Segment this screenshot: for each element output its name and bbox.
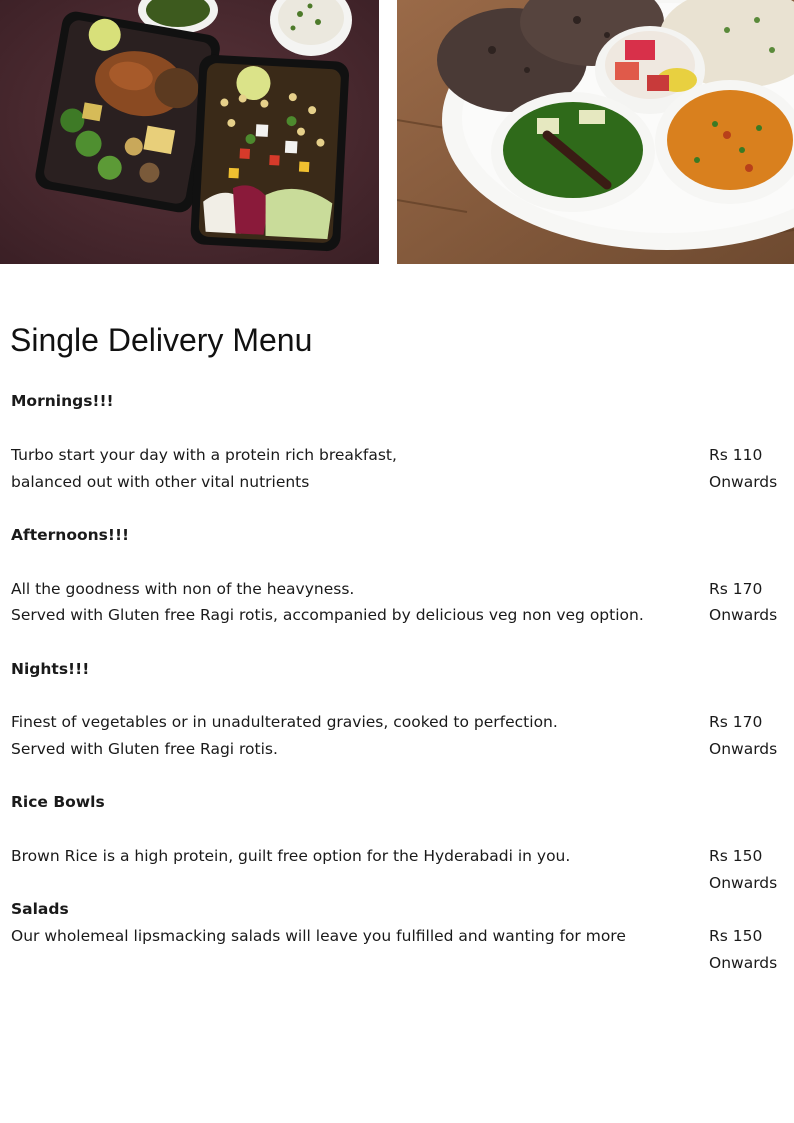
mornings-description-line-2: balanced out with other vital nutrients <box>11 473 310 491</box>
thali-plate-photo <box>397 0 794 264</box>
mornings-price-note: Onwards <box>709 473 778 491</box>
section-heading-nights: Nights!!! <box>11 660 90 678</box>
afternoons-price-note: Onwards <box>709 606 778 624</box>
nights-price-note: Onwards <box>709 740 778 758</box>
salads-price: Rs 150 <box>709 927 763 945</box>
nights-description-line-1: Finest of vegetables or in unadulterated gravies, cooked to perfection. <box>11 713 558 731</box>
section-heading-salads: Salads <box>11 900 69 918</box>
salads-price-note: Onwards <box>709 954 778 972</box>
afternoons-description-line-2: Served with Gluten free Ragi rotis, accompanied by delicious veg non veg option. <box>11 606 644 624</box>
photo-strip <box>0 0 794 264</box>
afternoons-description-line-1: All the goodness with non of the heavyness. <box>11 580 355 598</box>
afternoons-price: Rs 170 <box>709 580 763 598</box>
nights-price: Rs 170 <box>709 713 763 731</box>
rice-bowls-price-note: Onwards <box>709 874 778 892</box>
section-heading-mornings: Mornings!!! <box>11 392 114 410</box>
mornings-description-line-1: Turbo start your day with a protein rich breakfast, <box>11 446 397 464</box>
mornings-price: Rs 110 <box>709 446 763 464</box>
rice-bowls-description-line-1: Brown Rice is a high protein, guilt free option for the Hyderabadi in you. <box>11 847 571 865</box>
salads-description-line-1: Our wholemeal lipsmacking salads will leave you fulfilled and wanting for more <box>11 927 626 945</box>
section-heading-rice-bowls: Rice Bowls <box>11 793 105 811</box>
nights-description-line-2: Served with Gluten free Ragi rotis. <box>11 740 278 758</box>
page-title: Single Delivery Menu <box>10 322 313 358</box>
rice-bowls-price: Rs 150 <box>709 847 763 865</box>
section-heading-afternoons: Afternoons!!! <box>11 526 130 544</box>
meal-boxes-photo <box>0 0 379 264</box>
